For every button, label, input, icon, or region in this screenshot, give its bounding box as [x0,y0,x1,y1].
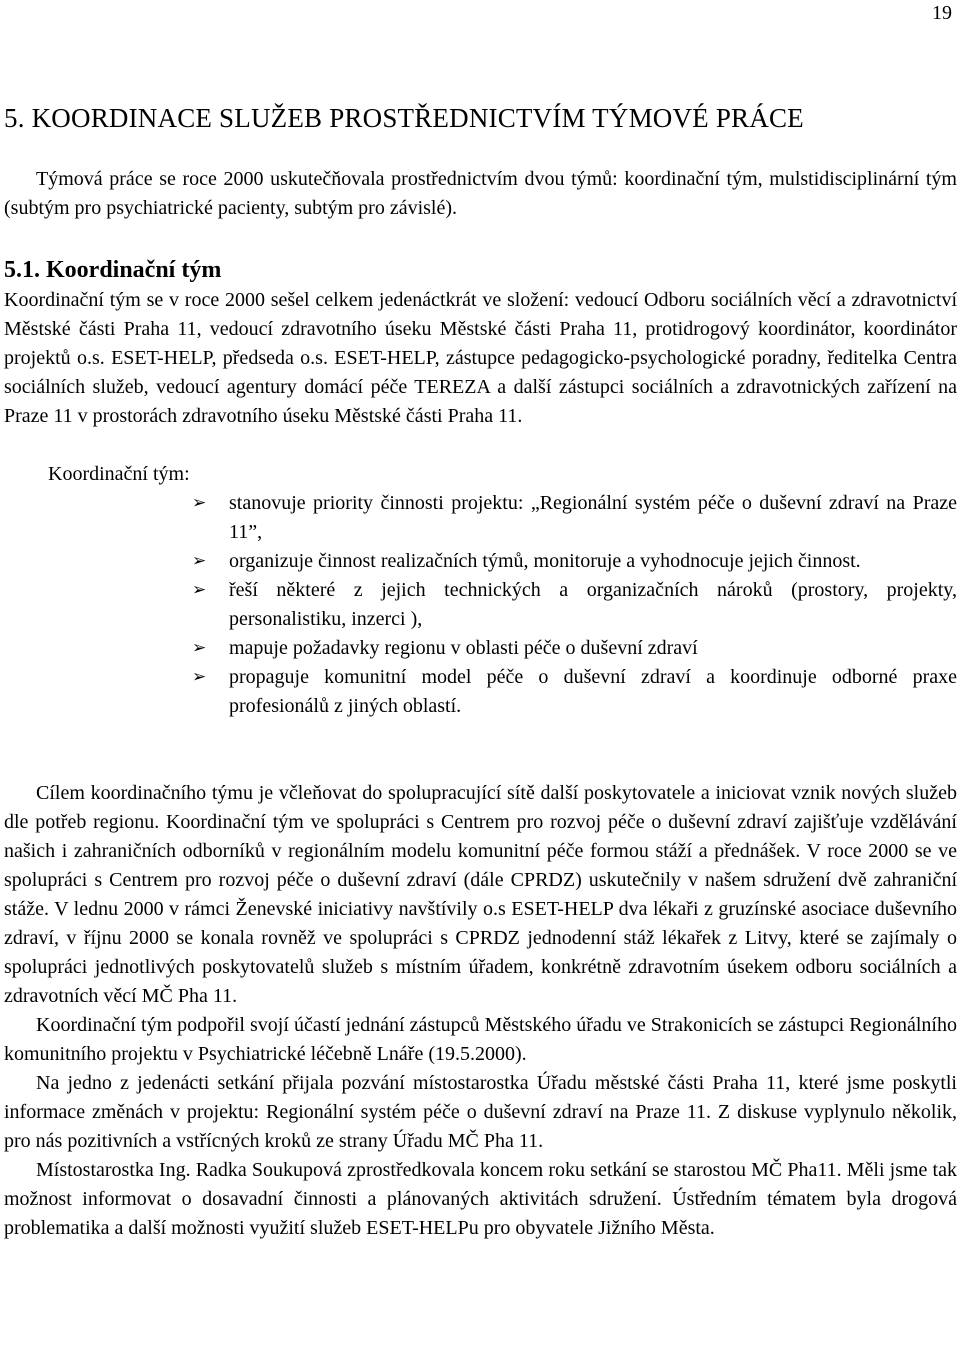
arrowhead-bullet-icon: ➢ [192,638,207,658]
arrowhead-bullet-icon: ➢ [192,493,207,513]
section-intro-paragraph: Koordinační tým se v roce 2000 sešel celkem jedenáctkrát ve složení: vedoucí Odboru sociálních věcí a zdravotnictví Městské části Praha 11, vedoucí zdravotního úseku Městské části Praha 11, protidrogový koordinátor, koordinátor projektů o.s. ESET-HELP, předseda o.s. ESET-HELP, zástupce pedagogicko-psychologické poradny, ředitelka Centra sociálních služeb, vedoucí agentury domácí péče TEREZA a další zástupci sociálních a zdravotnických zařízení na Praze 11 v prostorách zdravotního úseku Městské části Praha 11. [4,289,957,427]
chapter-intro-paragraph: Týmová práce se roce 2000 uskutečňovala prostřednictvím dvou týmů: koordinační tým, mulstidisciplinární tým (subtým pro psychiatrické pacienty, subtým pro závislé). [4,168,957,219]
section-intro [4,286,957,431]
bullet-list [4,489,957,721]
list-item [4,634,957,663]
arrowhead-bullet-icon: ➢ [192,667,207,687]
list-item [4,663,957,721]
list-item-text: mapuje požadavky regionu v oblasti péče o duševní zdraví [229,637,698,659]
body-text [4,779,957,1243]
list-item-text: organizuje činnost realizačních týmů, monitoruje a vyhodnocuje jejich činnost. [229,550,861,572]
body-paragraph: Koordinační tým podpořil svojí účastí jednání zástupců Městského úřadu ve Strakonicích se zástupci Regionálního komunitního projektu v Psychiatrické léčebně Lnáře (19.5.2000). [4,1014,957,1065]
arrowhead-bullet-icon: ➢ [192,551,207,571]
body-paragraph: Na jedno z jedenácti setkání přijala pozvání místostarostka Úřadu městské části Praha 11, které jsme poskytli informace změnách v projektu: Regionální systém péče o duševní zdraví na Praze 11. Z diskuse vyplynulo několik, pro nás pozitivních a vstřícných kroků ze strany Úřadu MČ Pha 11. [4,1072,957,1152]
list-item-text: stanovuje priority činnosti projektu: „Regionální systém péče o duševní zdraví na Praze 11”, [229,492,957,543]
page-number: 19 [932,2,952,24]
body-paragraph: Cílem koordinačního týmu je včleňovat do spolupracující sítě další poskytovatele a iniciovat vznik nových služeb dle potřeb regionu. Koordinační tým ve spolupráci s Centrem pro rozvoj péče o duševní zdraví zajišťuje vzdělávání našich i zahraničních odborníků v regionálním modelu komunitní péče formou stáží a přednášek. V roce 2000 se ve spolupráci s Centrem pro rozvoj péče o duševní zdraví (dále CPRDZ) uskutečnily v našem sdružení dvě zahraniční stáže. V lednu 2000 v rámci Ženevské iniciativy navštívily o.s ESET-HELP dva lékaři z gruzínské asociace duševního zdraví, v říjnu 2000 se konala rovněž ve spolupráci s CPRDZ jednodenní stáž lékařek z Litvy, které se zajímaly o spolupráci jednotlivých poskytovatelů služeb s místním úřadem, konkrétně zdravotním úsekem odboru sociálních a zdravotních věcí MČ Pha 11. [4,782,957,1007]
section-heading: 5.1. Koordinační tým [4,257,222,283]
list-item [4,489,957,547]
body-paragraph: Místostarostka Ing. Radka Soukupová zprostředkovala koncem roku setkání se starostou MČ Pha11. Měli jsme tak možnost informovat o dosavadní činnosti a plánovaných aktivitách sdružení. Ústředním tématem byla drogová problematika a další možnosti využití služeb ESET-HELPu pro obyvatele Jižního Města. [4,1159,957,1239]
chapter-title: 5. KOORDINACE SLUŽEB PROSTŘEDNICTVÍM TÝMOVÉ PRÁCE [4,103,804,133]
list-item [4,576,957,634]
list-item [4,547,957,576]
chapter-intro [4,165,957,223]
team-label: Koordinační tým: [48,463,190,485]
list-item-text: propaguje komunitní model péče o duševní zdraví a koordinuje odborné praxe profesionálů z jiných oblastí. [229,666,957,717]
list-item-text: řeší některé z jejich technických a organizačních nároků (prostory, projekty, personalistiku, inzerci ), [229,579,957,630]
arrowhead-bullet-icon: ➢ [192,580,207,600]
